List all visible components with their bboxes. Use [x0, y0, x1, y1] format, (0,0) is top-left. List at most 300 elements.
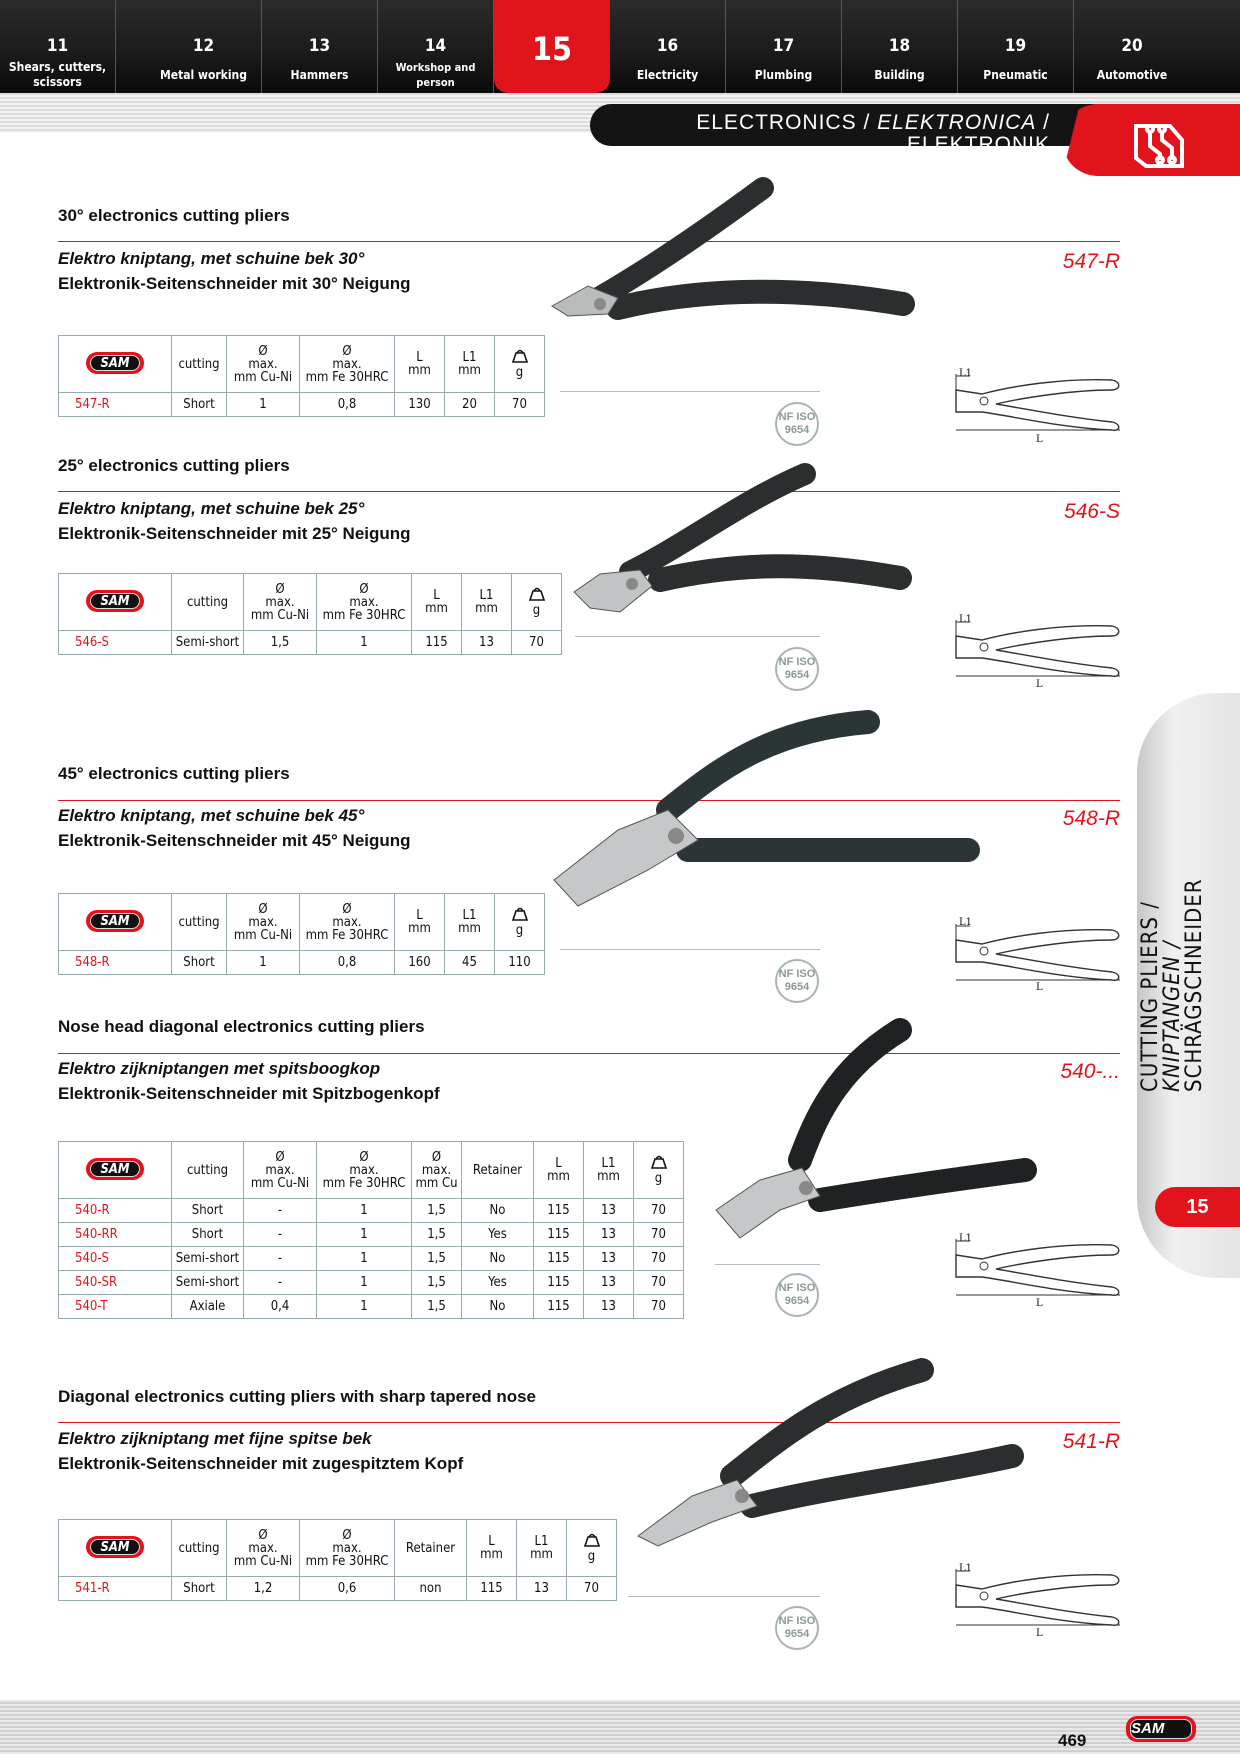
col-weight [495, 894, 545, 951]
table-row [59, 1577, 617, 1601]
cell-cutting: Semi-short [172, 1271, 244, 1295]
col-l1 [517, 1520, 567, 1577]
col-retainer: Retainer [395, 1520, 467, 1577]
article-code[interactable]: 540-T [59, 1295, 172, 1319]
col-fe [317, 1142, 412, 1199]
product-title: Diagonal electronics cutting pliers with sharp tapered nose [58, 1387, 536, 1406]
col-l1 [445, 336, 495, 393]
product-title: 30° electronics cutting pliers [58, 206, 290, 225]
max-label: max. [332, 1540, 362, 1556]
circuit-board-icon [1130, 118, 1188, 170]
cell-l1: 13 [584, 1271, 634, 1295]
diameter-symbol: Ø [342, 901, 352, 917]
max-label: max. [332, 914, 362, 930]
col-cuni [244, 1142, 317, 1199]
cell-cu: 1,5 [412, 1223, 462, 1247]
unit-label: g [587, 1549, 596, 1564]
cell-cuni: - [244, 1247, 317, 1271]
diameter-symbol: Ø [342, 343, 352, 359]
cell-retainer: No [462, 1247, 534, 1271]
brand-cell [59, 336, 172, 393]
unit-label: g [532, 603, 541, 618]
cell-retainer: No [462, 1199, 534, 1223]
page-number: 469 [1058, 1731, 1087, 1750]
nf-iso-badge [775, 1606, 819, 1650]
cell-l1: 13 [517, 1577, 567, 1601]
cell-fe: 1 [317, 631, 412, 655]
side-title-en: CUTTING PLIERS / [1138, 901, 1163, 1092]
section-title-nl: ELEKTRONICA [877, 111, 1037, 134]
cell-retainer: Yes [462, 1223, 534, 1247]
cell-l: 130 [395, 393, 445, 417]
tab-label: Plumbing [754, 68, 813, 82]
l-dimension-label: L [1036, 1628, 1043, 1639]
table-row [59, 951, 545, 975]
product-reference: 546-S [1063, 500, 1120, 523]
pliers-photo [548, 176, 930, 348]
l-label: L [555, 1156, 562, 1171]
cell-retainer: non [395, 1577, 467, 1601]
cert-line: NF ISO [778, 968, 816, 980]
logo-text: SAM [90, 593, 140, 609]
l-label: L [488, 1534, 495, 1549]
product-title-nl: Elektro zijkniptangen met spitsboogkop [58, 1059, 381, 1078]
max-label: max. [248, 914, 278, 930]
cell-cu: 1,5 [412, 1295, 462, 1319]
l1-dimension-label: L1 [959, 368, 973, 379]
product-title-de: Elektronik-Seitenschneider mit 25° Neigung [58, 524, 411, 543]
max-label: max. [248, 356, 278, 372]
table-row [59, 1223, 684, 1247]
unit-label: mm Cu-Ni [250, 1175, 310, 1191]
diameter-symbol: Ø [359, 581, 369, 597]
cell-l1: 13 [584, 1199, 634, 1223]
col-l [534, 1142, 584, 1199]
cell-fe: 0,8 [300, 393, 395, 417]
cell-retainer: Yes [462, 1271, 534, 1295]
tab-label: Metal working [160, 68, 247, 82]
pliers-photo [548, 700, 988, 920]
l1-label: L1 [534, 1534, 549, 1549]
col-weight [495, 336, 545, 393]
cell-retainer: No [462, 1295, 534, 1319]
col-cuni [227, 894, 300, 951]
weight-icon [526, 587, 548, 601]
diameter-symbol: Ø [258, 901, 268, 917]
tab-19[interactable] [958, 0, 1074, 93]
article-code[interactable]: 548-R [59, 951, 172, 975]
col-cutting: cutting [172, 1520, 227, 1577]
col-cutting: cutting [172, 894, 227, 951]
cell-cuni: 0,4 [244, 1295, 317, 1319]
cell-l: 115 [534, 1295, 584, 1319]
cell-l1: 13 [462, 631, 512, 655]
cert-line: 9654 [784, 424, 810, 436]
diameter-symbol: Ø [258, 1527, 268, 1543]
cert-line: NF ISO [778, 411, 816, 423]
col-fe [317, 574, 412, 631]
cert-line: 9654 [784, 669, 810, 681]
dimension-diagram [952, 368, 1122, 436]
cell-cuni: 1,5 [244, 631, 317, 655]
section-title-de: ELEKTRONIK [906, 133, 1050, 156]
nf-iso-badge [775, 647, 819, 691]
cell-weight: 70 [495, 393, 545, 417]
unit-label: mm Fe 30HRC [305, 369, 389, 385]
product-title-de: Elektronik-Seitenschneider mit zugespitztem Kopf [58, 1454, 464, 1473]
col-l [467, 1520, 517, 1577]
cell-cu: 1,5 [412, 1247, 462, 1271]
tab-14[interactable] [378, 0, 494, 93]
product-title: 45° electronics cutting pliers [58, 764, 290, 783]
dimension-diagram [952, 614, 1122, 682]
tab-label: Electricity [636, 68, 699, 82]
tab-number: 12 [192, 36, 215, 56]
cert-line: 9654 [784, 1628, 810, 1640]
l-dimension-label: L [1036, 679, 1043, 690]
max-label: max. [349, 1162, 379, 1178]
unit-label: mm Cu-Ni [233, 927, 293, 943]
cell-l: 115 [467, 1577, 517, 1601]
sam-footer-logo [1126, 1716, 1196, 1747]
l-label: L [416, 350, 423, 365]
logo-text: SAM [90, 355, 140, 371]
chapter-number-badge[interactable]: 15 [1155, 1187, 1240, 1227]
weight-icon [509, 907, 531, 921]
unit-label: g [654, 1171, 663, 1186]
l1-dimension-label: L1 [959, 1233, 973, 1244]
l1-label: L1 [601, 1156, 616, 1171]
col-cutting: cutting [172, 1142, 244, 1199]
col-retainer: Retainer [462, 1142, 534, 1199]
tab-11[interactable] [0, 0, 116, 93]
col-cutting: cutting [172, 574, 244, 631]
title-separator: / [1036, 111, 1050, 134]
col-cu [412, 1142, 462, 1199]
unit-label: mm Fe 30HRC [322, 607, 406, 623]
l1-label: L1 [462, 908, 477, 923]
cert-line: 9654 [784, 1295, 810, 1307]
tab-20[interactable] [1074, 0, 1190, 93]
max-label: max. [332, 356, 362, 372]
max-label: max. [349, 594, 379, 610]
pliers-photo [710, 1010, 1040, 1248]
footer-stripe [0, 1700, 1240, 1754]
product-title-de: Elektronik-Seitenschneider mit 30° Neigung [58, 274, 411, 293]
cell-fe: 1 [317, 1199, 412, 1223]
tab-label: Shears, cutters, scissors [8, 60, 107, 89]
l1-dimension-label: L1 [959, 1563, 973, 1574]
logo-text: SAM [90, 1161, 140, 1177]
pliers-photo [570, 462, 920, 630]
tab-number: 17 [772, 36, 795, 56]
unit-label: mm Cu-Ni [233, 369, 293, 385]
nf-iso-badge [775, 1273, 819, 1317]
diameter-symbol: Ø [275, 1149, 285, 1165]
unit-label: g [515, 365, 524, 380]
weight-icon [581, 1533, 603, 1547]
nf-iso-badge [775, 402, 819, 446]
unit-label: mm Fe 30HRC [305, 1553, 389, 1569]
col-cuni [244, 574, 317, 631]
l1-label: L1 [462, 350, 477, 365]
tab-number: 19 [1004, 36, 1027, 56]
cell-l: 160 [395, 951, 445, 975]
sam-logo [86, 590, 144, 612]
cell-weight: 70 [634, 1199, 684, 1223]
tab-label: Hammers [290, 68, 349, 82]
logo-text: SAM [1130, 1719, 1192, 1739]
cell-cutting: Semi-short [172, 1247, 244, 1271]
unit-label: mm [408, 921, 431, 936]
cell-l1: 13 [584, 1223, 634, 1247]
cell-l1: 20 [445, 393, 495, 417]
logo-text: SAM [90, 913, 140, 929]
brand-cell [59, 574, 172, 631]
spec-table [58, 573, 562, 655]
cell-cu: 1,5 [412, 1199, 462, 1223]
cell-cuni: 1 [227, 951, 300, 975]
tab-number: 13 [308, 36, 331, 56]
col-l1 [584, 1142, 634, 1199]
weight-icon [509, 349, 531, 363]
cell-l1: 45 [445, 951, 495, 975]
l-dimension-label: L [1036, 982, 1043, 993]
cell-weight: 70 [567, 1577, 617, 1601]
cell-l: 115 [534, 1223, 584, 1247]
cell-fe: 1 [317, 1247, 412, 1271]
table-row [59, 631, 562, 655]
cell-l1: 13 [584, 1295, 634, 1319]
cell-cutting: Semi-short [172, 631, 244, 655]
cell-cutting: Short [172, 1199, 244, 1223]
cell-fe: 1 [317, 1223, 412, 1247]
side-title-de: SCHRÄGSCHNEIDER [1182, 878, 1207, 1092]
cell-weight: 70 [634, 1247, 684, 1271]
cell-cutting: Short [172, 951, 227, 975]
cell-weight: 70 [512, 631, 562, 655]
unit-label: g [515, 923, 524, 938]
cell-cutting: Short [172, 1577, 227, 1601]
unit-label: mm [597, 1169, 620, 1184]
grey-line [715, 1264, 820, 1265]
weight-icon [648, 1155, 670, 1169]
table-row [59, 1199, 684, 1223]
grey-line [575, 636, 820, 637]
col-cutting: cutting [172, 336, 227, 393]
section-title [600, 112, 1050, 156]
product-title-de: Elektronik-Seitenschneider mit Spitzbogenkopf [58, 1084, 440, 1103]
article-code[interactable]: 540-R [59, 1199, 172, 1223]
title-separator: / [856, 111, 878, 134]
l-label: L [433, 588, 440, 603]
cell-l: 115 [534, 1247, 584, 1271]
tab-number: 18 [888, 36, 911, 56]
cell-l: 115 [534, 1199, 584, 1223]
tab-12[interactable] [146, 0, 262, 93]
l1-dimension-label: L1 [959, 917, 973, 928]
col-cuni [227, 336, 300, 393]
tab-label: Pneumatic [983, 68, 1048, 82]
dimension-diagram [952, 1563, 1122, 1631]
cell-fe: 0,6 [300, 1577, 395, 1601]
tab-18[interactable] [842, 0, 958, 93]
nf-iso-badge [775, 959, 819, 1003]
unit-label: mm Cu-Ni [250, 607, 310, 623]
product-reference: 541-R [1062, 1430, 1120, 1453]
tab-label: Building [874, 68, 925, 82]
unit-label: mm Cu-Ni [233, 1553, 293, 1569]
article-code[interactable]: 541-R [59, 1577, 172, 1601]
product-title: 25° electronics cutting pliers [58, 456, 290, 475]
product-title-nl: Elektro kniptang, met schuine bek 45° [58, 806, 365, 825]
tab-13[interactable] [262, 0, 378, 93]
brand-cell [59, 1520, 172, 1577]
product-reference: 540-... [1060, 1060, 1120, 1083]
product-title-nl: Elektro zijkniptang met fijne spitse bek [58, 1429, 372, 1448]
table-row [59, 393, 545, 417]
tab-number: 20 [1121, 36, 1143, 56]
product-reference: 547-R [1062, 250, 1120, 273]
spec-table [58, 1519, 617, 1601]
table-row [59, 1295, 684, 1319]
cell-weight: 70 [634, 1271, 684, 1295]
grey-line [560, 391, 820, 392]
article-code[interactable]: 546-S [59, 631, 172, 655]
diameter-symbol: Ø [342, 1527, 352, 1543]
cell-fe: 1 [317, 1295, 412, 1319]
col-l [395, 894, 445, 951]
cell-cuni: - [244, 1271, 317, 1295]
col-l1 [462, 574, 512, 631]
diameter-symbol: Ø [359, 1149, 369, 1165]
l-dimension-label: L [1036, 1298, 1043, 1309]
pliers-photo [632, 1356, 1032, 1556]
tab-label: Automotive [1096, 68, 1168, 82]
col-l [412, 574, 462, 631]
table-row [59, 1247, 684, 1271]
cert-line: NF ISO [778, 1615, 816, 1627]
article-code[interactable]: 547-R [59, 393, 172, 417]
tab-number: 14 [424, 36, 447, 56]
article-code[interactable]: 540-RR [59, 1223, 172, 1247]
cert-line: NF ISO [778, 656, 816, 668]
article-code[interactable]: 540-S [59, 1247, 172, 1271]
unit-label: mm Fe 30HRC [322, 1175, 406, 1191]
product-title: Nose head diagonal electronics cutting pliers [58, 1017, 425, 1036]
product-title-nl: Elektro kniptang, met schuine bek 30° [58, 249, 365, 268]
product-reference: 548-R [1062, 807, 1120, 830]
product-title-nl: Elektro kniptang, met schuine bek 25° [58, 499, 365, 518]
tab-16[interactable] [610, 0, 726, 93]
cell-fe: 1 [317, 1271, 412, 1295]
cert-line: 9654 [784, 981, 810, 993]
tab-17[interactable] [726, 0, 842, 93]
max-label: max. [248, 1540, 278, 1556]
chapter-side-title [1140, 852, 1206, 1092]
spec-table [58, 335, 545, 417]
cell-weight: 70 [634, 1295, 684, 1319]
spec-table [58, 893, 545, 975]
col-fe [300, 336, 395, 393]
product-title-de: Elektronik-Seitenschneider mit 45° Neigung [58, 831, 411, 850]
cell-cuni: 1,2 [227, 1577, 300, 1601]
cell-cu: 1,5 [412, 1271, 462, 1295]
section-title-en: ELECTRONICS [696, 111, 857, 134]
diameter-symbol: Ø [275, 581, 285, 597]
unit-label: mm [458, 921, 481, 936]
l1-label: L1 [479, 588, 494, 603]
grey-line [628, 1596, 820, 1597]
col-cuni [227, 1520, 300, 1577]
logo-text: SAM [90, 1539, 140, 1555]
diameter-symbol: Ø [431, 1149, 442, 1165]
col-weight [512, 574, 562, 631]
unit-label: mm [547, 1169, 570, 1184]
tab-number: 16 [656, 36, 679, 56]
max-label: max. [421, 1162, 452, 1178]
sam-logo [1126, 1716, 1196, 1742]
cell-cutting: Short [172, 1223, 244, 1247]
cell-weight: 70 [634, 1223, 684, 1247]
cell-cuni: 1 [227, 393, 300, 417]
cell-cutting: Short [172, 393, 227, 417]
brand-cell [59, 1142, 172, 1199]
l-label: L [416, 908, 423, 923]
cell-cutting: Axiale [172, 1295, 244, 1319]
tab-number: 15 [531, 30, 573, 68]
sam-logo [86, 910, 144, 932]
table-row [59, 1271, 684, 1295]
col-l1 [445, 894, 495, 951]
sam-logo [86, 1536, 144, 1558]
cell-cuni: - [244, 1223, 317, 1247]
col-weight [634, 1142, 684, 1199]
category-nav [0, 0, 1240, 93]
cell-l: 115 [412, 631, 462, 655]
grey-line [560, 949, 820, 950]
spec-table [58, 1141, 684, 1319]
col-l [395, 336, 445, 393]
unit-label: mm [425, 601, 448, 616]
unit-label: mm Cu [415, 1175, 458, 1191]
max-label: max. [265, 1162, 295, 1178]
unit-label: mm [480, 1547, 503, 1562]
dimension-diagram [952, 1233, 1122, 1301]
cell-l: 115 [534, 1271, 584, 1295]
cell-l1: 13 [584, 1247, 634, 1271]
tab-label: Workshop and person [395, 61, 476, 89]
sam-logo [86, 352, 144, 374]
col-weight [567, 1520, 617, 1577]
col-fe [300, 1520, 395, 1577]
cell-weight: 110 [495, 951, 545, 975]
unit-label: mm [458, 363, 481, 378]
l-dimension-label: L [1036, 434, 1043, 445]
cell-cuni: - [244, 1199, 317, 1223]
tab-15-active[interactable] [494, 0, 610, 93]
unit-label: mm [530, 1547, 553, 1562]
max-label: max. [265, 594, 295, 610]
article-code[interactable]: 540-SR [59, 1271, 172, 1295]
col-fe [300, 894, 395, 951]
unit-label: mm [475, 601, 498, 616]
side-title-nl: KNIPTANGEN / [1160, 940, 1185, 1092]
brand-cell [59, 894, 172, 951]
diameter-symbol: Ø [258, 343, 268, 359]
unit-label: mm Fe 30HRC [305, 927, 389, 943]
sam-logo [86, 1158, 144, 1180]
